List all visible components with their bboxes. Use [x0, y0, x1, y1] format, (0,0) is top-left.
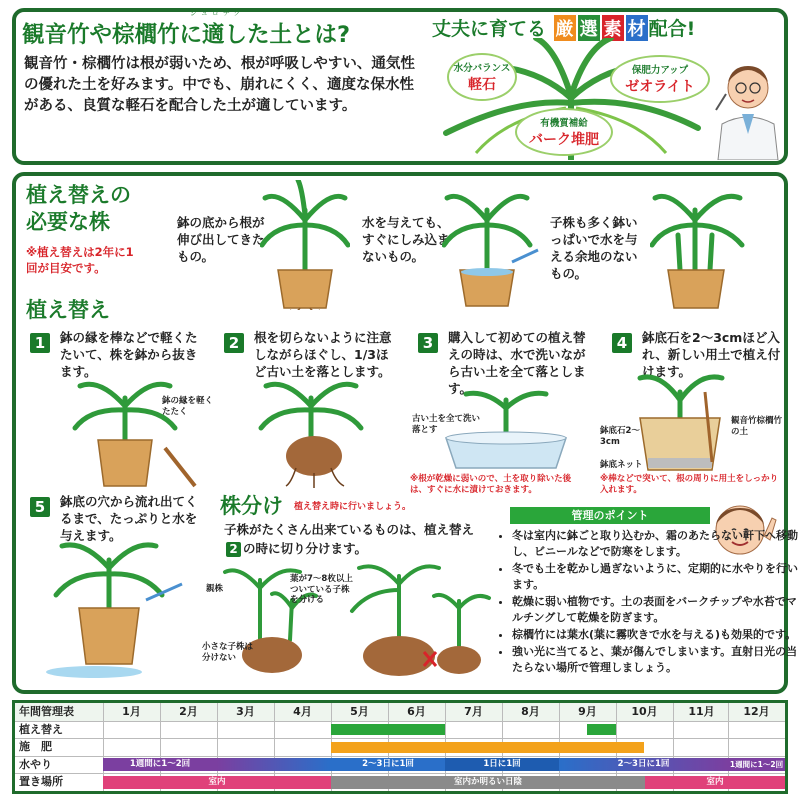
badge-pumice-name: 軽石 — [468, 77, 496, 93]
step-5-illustration — [34, 540, 204, 680]
division-after-illustration — [344, 556, 494, 686]
repot-need-title-line2: 必要な株 — [26, 210, 110, 235]
division-title: 株分け — [220, 494, 283, 518]
step-4-label-stones: 鉢底石2～3cm — [600, 426, 640, 447]
water-bar-summer: 1日に1回 — [445, 758, 559, 771]
soil-description: 観音竹・棕櫚竹は根が弱いため、根が呼吸しやすい、通気性の優れた土を好みます。中でも、崩れにくく、適度な保水性がある、良質な軽石を配合した土が適しています。 — [24, 56, 415, 115]
step-2-number: 2 — [224, 333, 244, 353]
repot-need-title-line1: 植え替えの — [26, 183, 131, 207]
badge-pumice-caption: 水分バランス — [453, 63, 511, 74]
repot-need-title — [26, 182, 131, 237]
month-3: 3月 — [236, 705, 255, 718]
month-8: 8月 — [521, 705, 540, 718]
page-title — [22, 17, 350, 49]
step-1-number: 1 — [30, 333, 50, 353]
division-label-parent: 親株 — [206, 584, 224, 594]
points-list — [494, 528, 800, 676]
repot-bar-autumn — [587, 724, 616, 735]
point-watering: • 冬でも土を乾かし過ぎないように、定期的に水やりを行います。 — [512, 561, 800, 593]
badge-bark-caption: 有機質補給 — [540, 118, 588, 129]
step-4-text: 鉢底石を2～3cmほど入れ、新しい用土で植え付けます。 — [642, 330, 781, 379]
water-bar-spring: 2～3日に1回 — [331, 758, 445, 771]
title-part1: 観音竹や — [22, 22, 113, 48]
division-subtitle: 植え替え時に行いましょう。 — [294, 502, 412, 512]
headline — [432, 14, 695, 41]
place-bar-winter-1: 室内 — [103, 776, 331, 789]
step-3-number: 3 — [418, 333, 438, 353]
step-5-number: 5 — [30, 497, 50, 517]
pot-plant-3-illustration — [650, 180, 745, 310]
case-pot-full: 子株も多く鉢いっぱいで水を与える余地のないもの。 — [550, 215, 638, 281]
water-bar-winter-2: 1週間に1～2回 — [729, 760, 784, 769]
points-title-bar: 管理のポイント — [510, 507, 710, 524]
step-1-illustration — [70, 378, 200, 488]
pot-plant-1-illustration — [260, 180, 350, 310]
water-bar-spring-fade — [217, 758, 331, 771]
month-5: 5月 — [350, 705, 369, 718]
division-text-a: 子株がたくさん出来ているものは、植え替え — [224, 522, 475, 537]
place-bar-season: 室内か明るい日陰 — [331, 776, 645, 789]
badge-zeolite-caption: 保肥力アップ — [631, 65, 689, 76]
month-11: 11月 — [688, 705, 715, 718]
step-4-note: ※棒などで突いて、根の周りに用土をしっかり入れます。 — [600, 474, 779, 496]
point-misting: • 棕櫚竹には葉水(葉に霧吹きで水を与える)も効果的です。 — [512, 627, 800, 643]
headline-kanji-3: 素 — [602, 15, 624, 41]
step-4-illustration — [630, 372, 730, 472]
month-1: 1月 — [122, 705, 141, 718]
step-3-text: 購入して初めての植え替えの時は、水で洗いながら古い土を全て落とします。 — [448, 330, 586, 396]
annual-calendar — [12, 700, 788, 794]
title-ruby: シュロチク — [190, 9, 245, 17]
badge-pumice — [447, 53, 517, 101]
row-label-repot: 植え替え — [19, 722, 63, 736]
place-bar-winter-2: 室内 — [645, 776, 785, 789]
step-3-note: ※根が乾燥に弱いので、土を取り除いた後は、すぐに水に漬けておきます。 — [410, 474, 572, 496]
repotting-title: 植え替え — [26, 298, 110, 322]
doctor-illustration — [712, 44, 784, 160]
step-4-label-soil: 観音竹棕櫚竹の土 — [731, 416, 783, 437]
month-10: 10月 — [631, 705, 658, 718]
division-step-ref: 2 — [226, 542, 241, 557]
division-text — [224, 520, 482, 559]
title-part2: 棕櫚竹 — [112, 22, 180, 48]
row-label-fertilizer: 施 肥 — [19, 740, 52, 753]
month-7: 7月 — [464, 705, 483, 718]
step-2-text: 根を切らないように注意しながらほぐし、1/3ほど古い土を落とします。 — [254, 330, 392, 379]
case-roots-out: 鉢の底から根が伸び出してきたもの。 — [177, 215, 265, 264]
month-9: 9月 — [578, 705, 597, 718]
water-bar-winter-1: 1週間に1～2回 — [103, 758, 217, 771]
title-part3: に適した土とは? — [179, 22, 351, 48]
month-2: 2月 — [179, 705, 198, 718]
repot-frequency-note: ※植え替えは2年に1回が目安です。 — [26, 245, 134, 275]
headline-kanji-2: 選 — [578, 15, 600, 41]
headline-kanji-1: 厳 — [554, 15, 576, 41]
step-2-illustration — [256, 378, 376, 488]
step-3-label: 古い土を全て洗い落とす — [412, 414, 481, 435]
headline-prefix: 丈夫に育てる — [432, 18, 547, 40]
calendar-header-row — [15, 703, 785, 722]
water-bar-autumn: 2～3日に1回 — [559, 758, 728, 771]
fertilizer-bar — [331, 742, 644, 753]
step-4-number: 4 — [612, 333, 632, 353]
headline-suffix: 配合! — [648, 18, 696, 40]
step-4-label-net: 鉢底ネット — [600, 460, 643, 470]
point-light: • 強い光に当てると、葉が傷んでしまいます。直射日光の当たらない場所で管理しましょう。 — [512, 644, 800, 676]
badge-bark-name: バーク堆肥 — [529, 132, 599, 148]
row-label-place: 置き場所 — [19, 775, 63, 788]
calendar-title: 年間管理表 — [19, 705, 74, 718]
step-1-label: 鉢の縁を軽くたたく — [162, 396, 214, 417]
row-label-water: 水やり — [19, 757, 52, 771]
badge-zeolite-name: ゼオライト — [625, 79, 695, 95]
point-dryness: • 乾燥に弱い植物です。土の表面をバークチップや水苔でマルチングして乾燥を防ぎます。 — [512, 594, 800, 626]
division-label-child: 葉が7～8枚以上ついている子株を分ける — [290, 574, 353, 606]
division-text-b: の時に切り分けます。 — [243, 541, 368, 557]
month-6: 6月 — [407, 705, 426, 718]
step-1-text: 鉢の縁を棒などで軽くたたいて、株を鉢から抜きます。 — [60, 330, 198, 379]
month-12: 12月 — [743, 705, 770, 718]
pot-plant-2-illustration — [442, 180, 542, 308]
case-water-not-absorbed: 水を与えても、すぐにしみ込まないもの。 — [362, 215, 450, 264]
headline-kanji-4: 材 — [626, 15, 648, 41]
division-label-small: 小さな子株は分けない — [202, 642, 254, 663]
repot-bar-spring — [331, 724, 445, 735]
point-winter: • 冬は室内に鉢ごと取り込むか、霜のあたらない軒下へ移動し、ビニールなどで防寒をします。 — [512, 528, 800, 560]
step-5-text: 鉢底の穴から流れ出てくるまで、たっぷりと水を与えます。 — [60, 494, 198, 543]
badge-bark-compost — [515, 108, 613, 156]
month-4: 4月 — [293, 705, 312, 718]
badge-zeolite — [610, 55, 710, 103]
